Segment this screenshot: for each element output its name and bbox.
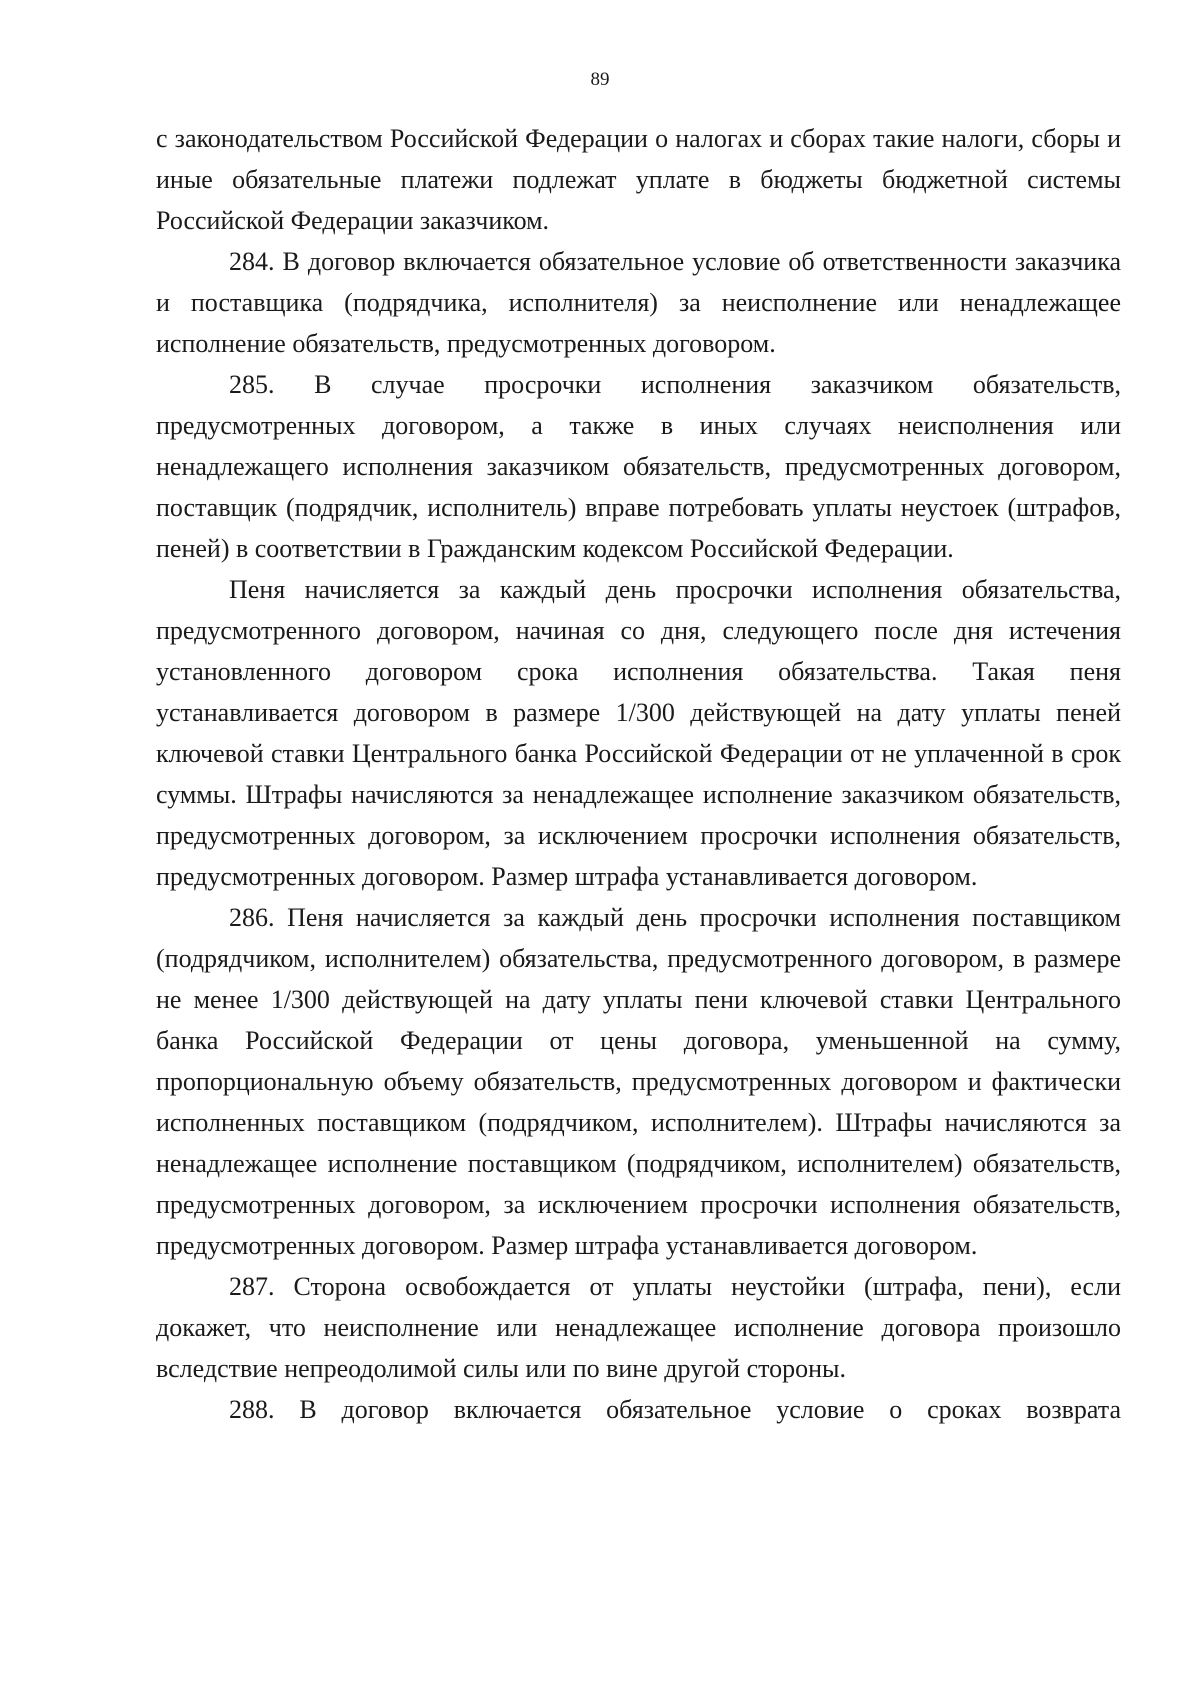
paragraph-284: 284. В договор включается обязательное условие об ответственности заказчика и поставщика (подрядчика, исполнителя) за неисполнение или ненадлежащее исполнение обязательств, предусмотренных договором.	[156, 247, 1121, 358]
paragraph-286: 286. Пеня начисляется за каждый день просрочки исполнения поставщиком (подрядчиком, исполнителем) обязательства, предусмотренного договором, в размере не менее 1/300 действующей на дату уплаты пени ключевой ставки Центрального банка Российской Федерации от цены договора, уменьшенной на сумму, пропорциональную объему обязательств, предусмотренных договором и фактически исполненных поставщиком (подрядчиком, исполнителем). Штрафы начисляются за ненадлежащее исполнение поставщиком (подрядчиком, исполнителем) обязательств, предусмотренных договором, за исключением просрочки исполнения обязательств, предусмотренных договором. Размер штрафа устанавливается договором.	[156, 903, 1121, 1260]
paragraph-285: 285. В случае просрочки исполнения заказчиком обязательств, предусмотренных договором, а также в иных случаях неисполнения или ненадлежащего исполнения заказчиком обязательств, предусмотренных договором, поставщик (подрядчик, исполнитель) вправе потребовать уплаты неустоек (штрафов, пеней) в соответствии в Гражданским кодексом Российской Федерации.	[156, 370, 1121, 563]
paragraph-continuation: с законодательством Российской Федерации о налогах и сборах такие налоги, сборы и иные обязательные платежи подлежат уплате в бюджеты бюджетной системы Российской Федерации заказчиком.	[156, 124, 1121, 235]
paragraph-287: 287. Сторона освобождается от уплаты неустойки (штрафа, пени), если докажет, что неисполнение или ненадлежащее исполнение договора произошло вследствие непреодолимой силы или по вине другой стороны.	[156, 1272, 1121, 1383]
document-body	[156, 118, 1121, 1430]
page-number: 89	[590, 69, 610, 90]
paragraph-penalty-rules: Пеня начисляется за каждый день просрочки исполнения обязательства, предусмотренного договором, начиная со дня, следующего после дня истечения установленного договором срока исполнения обязательства. Такая пеня устанавливается договором в размере 1/300 действующей на дату уплаты пеней ключевой ставки Центрального банка Российской Федерации от не уплаченной в срок суммы. Штрафы начисляются за ненадлежащее исполнение заказчиком обязательств, предусмотренных договором, за исключением просрочки исполнения обязательств, предусмотренных договором. Размер штрафа устанавливается договором.	[156, 575, 1121, 891]
paragraph-288: 288. В договор включается обязательное условие о сроках возврата	[229, 1395, 1121, 1424]
